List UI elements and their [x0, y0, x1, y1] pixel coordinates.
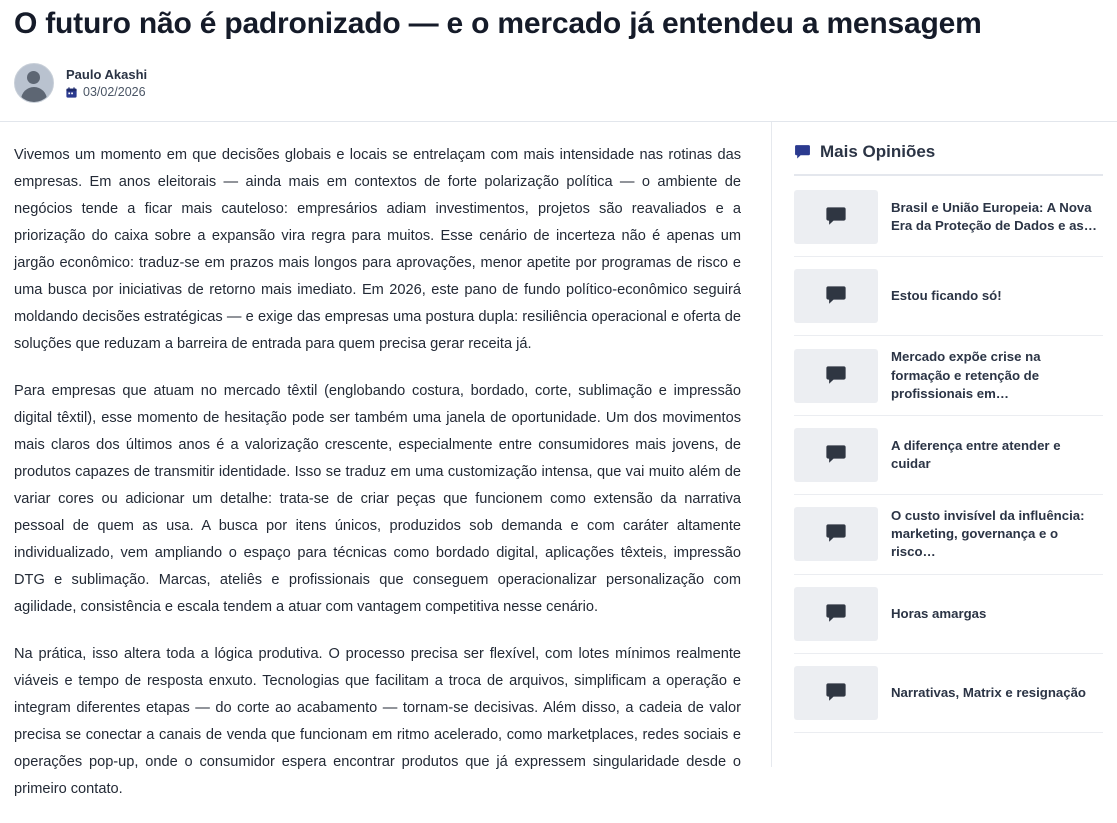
- sidebar-heading: [794, 142, 1103, 174]
- list-item[interactable]: [794, 495, 1103, 575]
- list-item-title: A diferença entre atender e cuidar: [891, 437, 1061, 472]
- article-paragraph: Para empresas que atuam no mercado têxtil (englobando costura, bordado, corte, sublimação e impressão digital têxtil), esse momento de hesitação pode ser também uma janela de oportunidade. Um dos movimentos mais claros dos últimos anos é a valorização crescente, especialmente entre consumidores mais jovens, de produtos capazes de transmitir identidade. Isso se traduz em uma customização intensa, que vai muito além de variar cores ou adicionar um detalhe: trata-se de criar peças que funcionem como extensão da narrativa pessoal de quem as usa. A busca por itens únicos, produzidos sob demanda e com caráter altamente individualizado, vem ampliando o espaço para técnicas como bordado digital, aplicações têxteis, impressão DTG e sublimação. Marcas, ateliês e profissionais que conseguem operacionalizar personalização com agilidade, consistência e escala tendem a atuar com vantagem competitiva nesse cenário.: [14, 383, 741, 616]
- list-item[interactable]: [794, 416, 1103, 495]
- list-item-title: Mercado expõe crise na formação e retenção de profissionais em…: [891, 349, 1041, 401]
- page-title: O futuro não é padronizado — e o mercado já entendeu a mensagem: [14, 7, 982, 40]
- list-item[interactable]: [794, 654, 1103, 733]
- calendar-icon: [66, 87, 77, 98]
- comment-icon: [825, 603, 847, 625]
- comment-icon: [825, 682, 847, 704]
- thumbnail: [794, 269, 878, 323]
- comment-icon: [794, 144, 811, 161]
- list-item-title: Brasil e União Europeia: A Nova Era da Proteção de Dados e as…: [891, 200, 1097, 234]
- list-item[interactable]: [794, 575, 1103, 654]
- comment-icon: [825, 444, 847, 466]
- publish-date: [66, 85, 147, 99]
- article-header: [0, 6, 1117, 121]
- thumbnail: [794, 428, 878, 482]
- avatar-body: [21, 87, 47, 103]
- byline-text: [66, 67, 147, 99]
- list-item[interactable]: [794, 336, 1103, 416]
- avatar-head: [27, 71, 40, 84]
- thumbnail: [794, 587, 878, 641]
- comment-icon: [825, 206, 847, 228]
- sidebar-divider: [794, 174, 1103, 176]
- thumbnail: [794, 349, 878, 403]
- article-paragraph: Na prática, isso altera toda a lógica produtiva. O processo precisa ser flexível, com lotes mínimos realmente viáveis e tempo de resposta enxuto. Tecnologias que facilitam a troca de arquivos, simplificam a operação e integram diferentes etapas — do corte ao acabamento — tornam-se decisivas. Além disso, a cadeia de valor precisa se conectar a canais de venda que funcionam em ritmo acelerado, como marketplaces, redes sociais e operações pop-up, onde o consumidor espera encontrar produtos que já expressem singularidade desde o primeiro contato.: [14, 646, 741, 798]
- article-body: [0, 122, 772, 798]
- comment-icon: [825, 365, 847, 387]
- list-item-title: Estou ficando só!: [891, 288, 1002, 304]
- content-wrapper: [0, 122, 1117, 798]
- comment-icon: [825, 523, 847, 545]
- thumbnail: [794, 190, 878, 244]
- list-item[interactable]: [794, 178, 1103, 257]
- list-item[interactable]: [794, 257, 1103, 336]
- thumbnail: [794, 507, 878, 561]
- publish-date-text: 03/02/2026: [83, 85, 146, 100]
- comment-icon: [825, 285, 847, 307]
- sidebar-heading-label: Mais Opiniões: [820, 142, 936, 162]
- avatar: [14, 63, 54, 103]
- thumbnail: [794, 666, 878, 720]
- list-item-title: Horas amargas: [891, 605, 987, 621]
- article-paragraph: Vivemos um momento em que decisões globais e locais se entrelaçam com mais intensidade nas rotinas das empresas. Em anos eleitorais — ainda mais em contextos de forte polarização política — o ambiente de negócios tende a ficar mais cauteloso: empresários adiam investimentos, projetos são reavaliados e a priorização do caixa sobre a expansão vira regra para muitos. Esse cenário de incerteza não é apenas um jargão econômico: traduz-se em prazos mais longos para aprovações, menor apetite por programas de risco e uma busca por iniciativas de retorno mais imediato. Em 2026, este pano de fundo político-econômico seguirá moldando decisões estratégicas — e exige das empresas uma postura dupla: resiliência operacional e oferta de soluções que reduzam a barreira de entrada para quem precisa gerar receita já.: [14, 147, 741, 353]
- sidebar-more-opinions: [772, 122, 1117, 767]
- article-page: [0, 6, 1117, 823]
- author-name[interactable]: Paulo Akashi: [66, 67, 148, 83]
- list-item-title: Narrativas, Matrix e resignação: [891, 684, 1086, 700]
- list-item-title: O custo invisível da influência: marketing, governança e o risco…: [891, 508, 1085, 560]
- byline: [14, 63, 1103, 121]
